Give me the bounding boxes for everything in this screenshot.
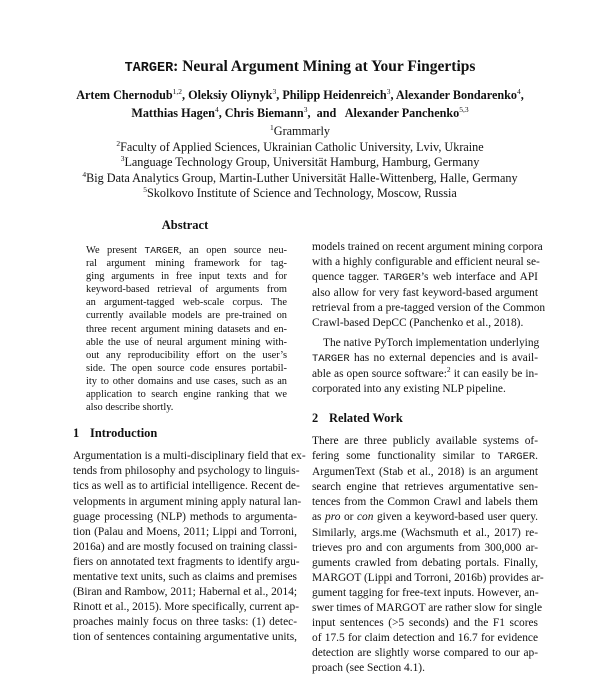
body-line: guments crawled from debating portals. Finally, [312,556,538,569]
body-line: proaches mainly focus on three tasks: (1) detec- [73,616,297,629]
body-line: tences from the Common Crawl and labels them [312,496,538,509]
author-affil-sup: 3 [272,86,277,96]
body-line: with a highly configurable and efficient neural se- [312,256,540,269]
author-affil-sup: 4 [214,104,219,114]
inline-code: TARGER [144,245,179,256]
body-line: Crawl-based DepCC (Panchenko et al., 2018). [312,317,524,330]
body-line: Rinott et al., 2015). More specifically, current ap- [73,601,300,614]
author-affil-sup: 1,2 [172,86,183,96]
abstract-line: ging arguments in free input texts and for [86,271,287,283]
body-line: swer times of MARGOT are rather slow for single [312,601,543,614]
footnote-marker: 2 [446,364,451,374]
section-title: Introduction [90,426,158,441]
body-line: (Biran and Rambow, 2011; Habernal et al., 2014; [73,586,298,599]
abstract-line: an argument-tagged web-scale corpus. The [86,297,287,309]
body-line: guage processing (NLP) methods to argumenta- [73,510,297,523]
body-line: fiers on annotated text fragments to identify argu- [73,555,300,568]
body-line: input sentences (>5 seconds) and the F1 scores [312,617,538,630]
author-name: Chris Biemann [224,106,304,120]
title-rest: : Neural Argument Mining at Your Fingertips [173,58,476,75]
body-line: There are three publicly available systems of- [312,434,538,447]
body-line: of 17.5 for claim detection and 16.7 for evidence [312,632,538,645]
abstract-body [86,244,287,414]
body-line: trieves pro and con arguments from 300,000 ar- [312,541,538,554]
section-title: Related Work [329,410,403,425]
body-line: Argumentation is a multi-disciplinary field that ex- [73,450,306,463]
author-name: Matthias Hagen [131,106,215,120]
paper-title [0,58,600,76]
author-affil-sup: 3 [303,104,308,114]
abstract-line: able the use of neural argument mining with- [86,336,287,348]
author-line-1: Artem Chernodub$^{1,2}$, Oleksiy Oliynyk$^3$, Philipp Heidenreich$^3$, Alexander Bondarenko$^4$, [76,86,524,102]
abstract-line: keyword-based retrieval of arguments from [86,284,287,296]
author-name: Oleksiy Oliynyk [188,88,273,102]
abstract-line: ity to other domains and use cases, such as an [86,375,287,387]
left-column [73,214,306,645]
abstract-line: also describe shortly. [86,402,174,414]
author-affil-sup: 5,3 [459,104,469,114]
abstract-line: three recent argument mining datasets and en- [86,323,287,335]
body-line: also allow for very fast keyword-based argument [312,287,538,300]
abstract-line: We present TARGER, an open source neu- [86,245,287,256]
intro-continued [312,240,546,332]
abstract-line: currently available models are pre-trained on [86,310,287,322]
affiliation: $^3$Language Technology Group, Universität Hamburg, Hamburg, Germany [120,153,480,169]
inline-code: TARGER [312,352,350,365]
body-line: velopments in argument mining apply natural lan- [73,495,302,508]
affiliation: $^2$Faculty of Applied Sciences, Ukrainian Catholic University, Lviv, Ukraine [116,138,484,154]
body-line: as pro or con given a keyword-based user query. [312,511,538,524]
author-affil-sup: 3 [386,86,391,96]
affiliation: $^5$Skolkovo Institute of Science and Technology, Moscow, Russia [143,184,457,200]
author-line-2: Matthias Hagen$^4$, Chris Biemann$^3$, and Alexander Panchenko$^{5,3}$ [131,104,469,120]
inline-code: TARGER [497,451,536,464]
body-line: search engine that retrieves argumentative sen- [312,481,538,494]
abstract-line: ral argument mining framework for tag- [86,258,287,270]
abstract-line: out any reproducibility effort on the user’s [86,349,287,361]
author-affil-sup: 4 [517,86,521,96]
body-line: 2016a) and are mostly focused on training classi- [73,540,298,553]
body-line: quence tagger. TARGER’s web interface and API [312,271,538,285]
right-column [312,240,546,676]
title-system-name: TARGER [124,61,174,76]
body-line: detection are slightly worse compared to our ap- [312,647,538,660]
intro-paragraph-2 [312,336,538,397]
author-name: Philipp Heidenreich [282,88,387,102]
body-line: tends from philosophy and psychology to linguis- [73,465,300,478]
body-line: able as open source software:$^2$ it can easily be in- [312,364,538,380]
body-line: Similarly, args.me (Wachsmuth et al., 2017) re- [312,526,538,539]
body-line: retrieval from a pre-tagged version of the Common [312,302,546,315]
author-name: Alexander Panchenko [344,106,460,120]
body-line: ArgumenText (Stab et al., 2018) is an argument [312,466,538,479]
author-name: Artem Chernodub [76,88,173,102]
abstract-line: side. The open source code ensures portabil- [86,362,287,374]
body-line: mentative text units, such as claims and premises [73,570,297,583]
body-line: tion (Palau and Moens, 2011; Lippi and Torroni, [73,525,297,538]
body-line: tics as well as to artificial intelligence. Recent de- [73,480,300,493]
body-line: fering some functionality similar to TARGER. [312,450,538,464]
related-work-body [312,434,544,676]
body-line: gument tagging for free-text inputs. However, an- [312,586,539,599]
body-line: TARGER has no external depencies and is avail- [312,351,538,365]
section-number: 2 [312,410,319,425]
affiliation: $^1$Grammarly [270,122,330,138]
body-line: models trained on recent argument mining corpora [312,241,543,253]
body-line: proach (see Section 4.1). [312,662,425,675]
section-number: 1 [73,426,80,441]
inline-code: TARGER [383,272,421,285]
introduction-body [73,449,306,645]
body-line: corporated into any existing NLP pipeline. [312,382,506,395]
body-line: tion of sentences containing argumentative units, [73,631,297,644]
author-list [40,86,560,122]
body-line: MARGOT (Lippi and Torroni, 2016b) provides ar- [312,571,544,584]
affiliation-list [40,124,560,202]
author-name: Alexander Bondarenko [395,88,517,102]
abstract-heading: Abstract [161,218,209,232]
body-line: The native PyTorch implementation underlying [323,336,540,349]
section-heading-introduction [73,426,297,441]
section-heading-related-work [312,411,538,426]
abstract-line: application to search engine ranking that we [86,389,287,401]
affiliation: $^4$Big Data Analytics Group, Martin-Luther Universität Halle-Wittenberg, Halle, Germany [82,169,518,185]
